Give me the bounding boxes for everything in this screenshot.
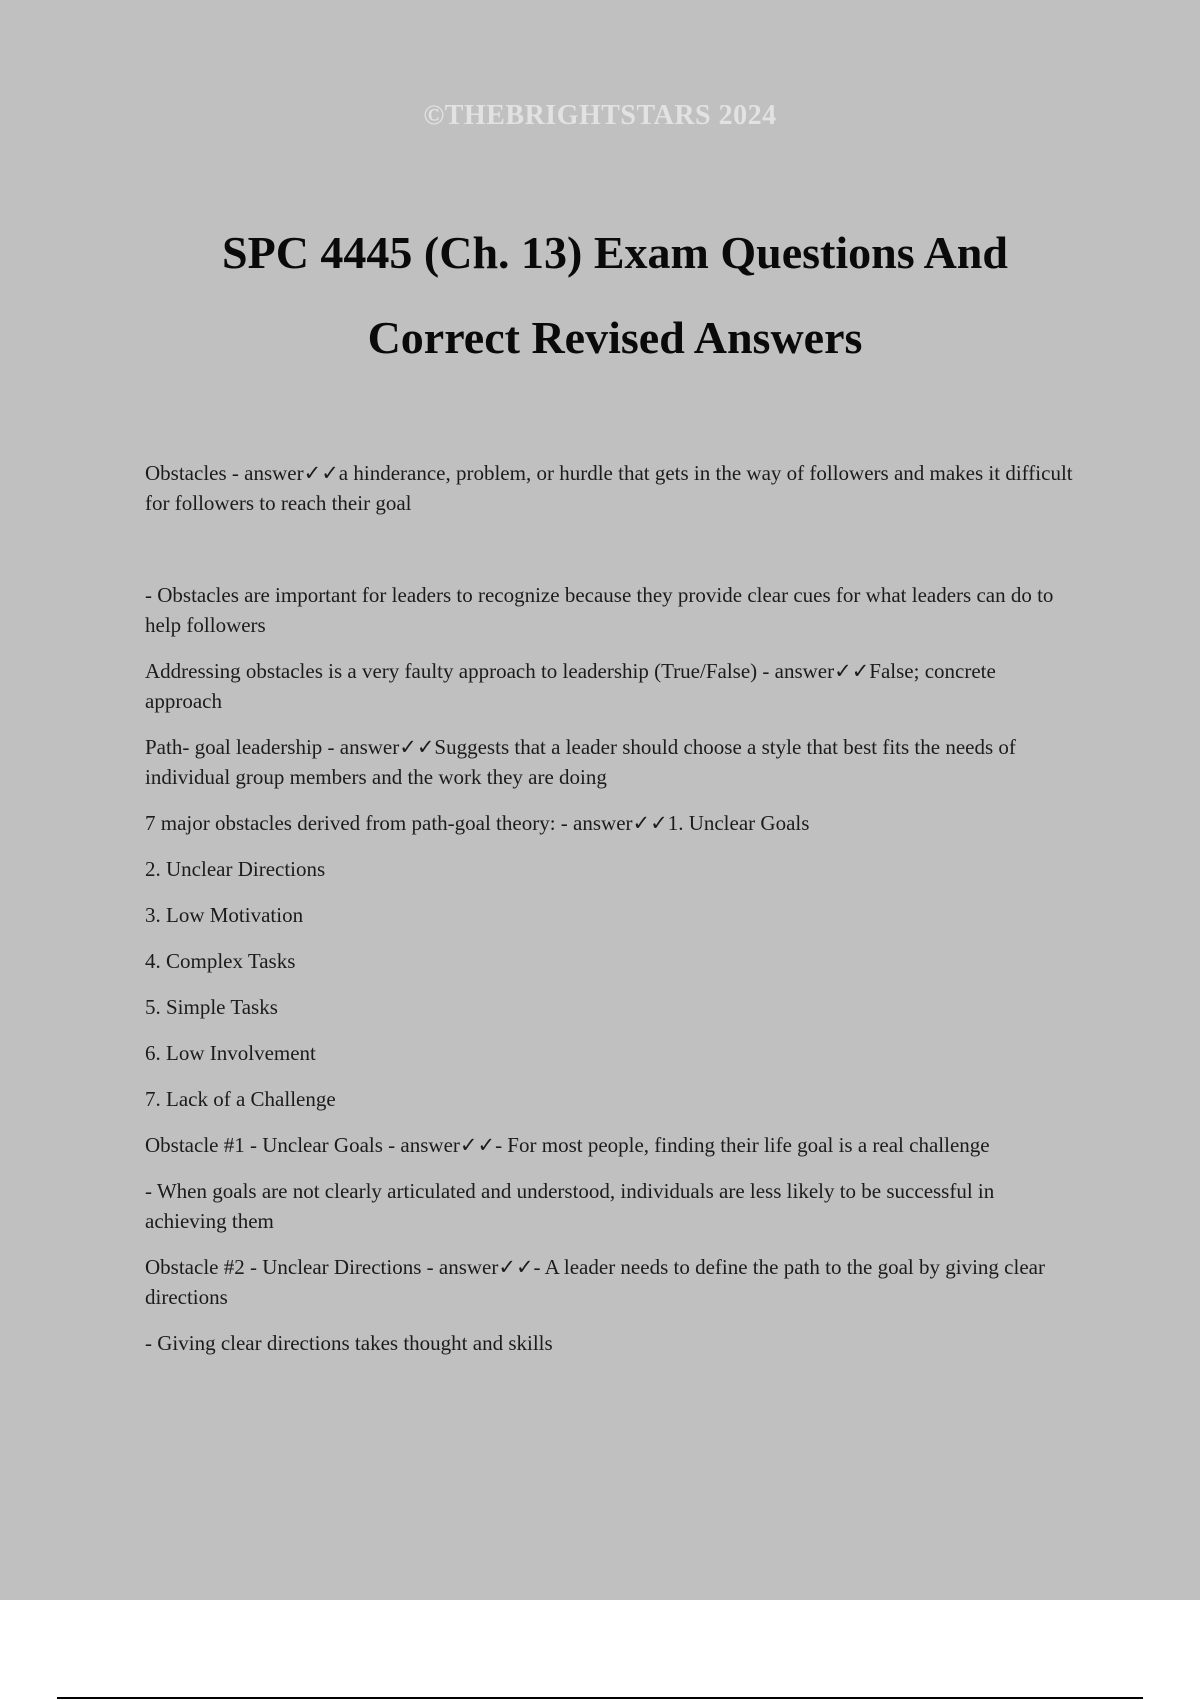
list-item: 5. Simple Tasks	[145, 995, 278, 1019]
paragraph: Obstacle #2 - Unclear Directions - answer✓✓- A leader needs to define the path to the goal by giving clear directions	[145, 1255, 1045, 1309]
list-item: 7 major obstacles derived from path-goal theory: - answer✓✓1. Unclear Goals	[145, 811, 810, 835]
document-title	[150, 210, 1080, 380]
paragraph: - Obstacles are important for leaders to recognize because they provide clear cues for what leaders can do to help followers	[145, 583, 1054, 637]
paragraph: Addressing obstacles is a very faulty approach to leadership (True/False) - answer✓✓False; concrete approach	[145, 659, 996, 713]
paragraph: Obstacle #1 - Unclear Goals - answer✓✓- For most people, finding their life goal is a real challenge	[145, 1133, 990, 1157]
paragraph: - Giving clear directions takes thought and skills	[145, 1331, 553, 1355]
paragraph: - When goals are not clearly articulated and understood, individuals are less likely to be successful in achieving them	[145, 1179, 995, 1233]
list-item: 7. Lack of a Challenge	[145, 1087, 336, 1111]
title-line-2: Correct Revised Answers	[367, 312, 863, 363]
footer-divider	[57, 1697, 1143, 1699]
document-content	[145, 458, 1075, 1374]
title-line-1: SPC 4445 (Ch. 13) Exam Questions And	[222, 227, 1008, 278]
paragraph: Path- goal leadership - answer✓✓Suggests that a leader should choose a style that best fits the needs of individual group members and the work they are doing	[145, 735, 1016, 789]
list-item: 3. Low Motivation	[145, 903, 304, 927]
list-item: 2. Unclear Directions	[145, 857, 326, 881]
paragraph: Obstacles - answer✓✓a hinderance, problem, or hurdle that gets in the way of followers and makes it difficult for followers to reach their goal	[145, 461, 1073, 515]
copyright-watermark: ©THEBRIGHTSTARS 2024	[423, 100, 777, 131]
list-item: 4. Complex Tasks	[145, 949, 296, 973]
list-item: 6. Low Involvement	[145, 1041, 316, 1065]
